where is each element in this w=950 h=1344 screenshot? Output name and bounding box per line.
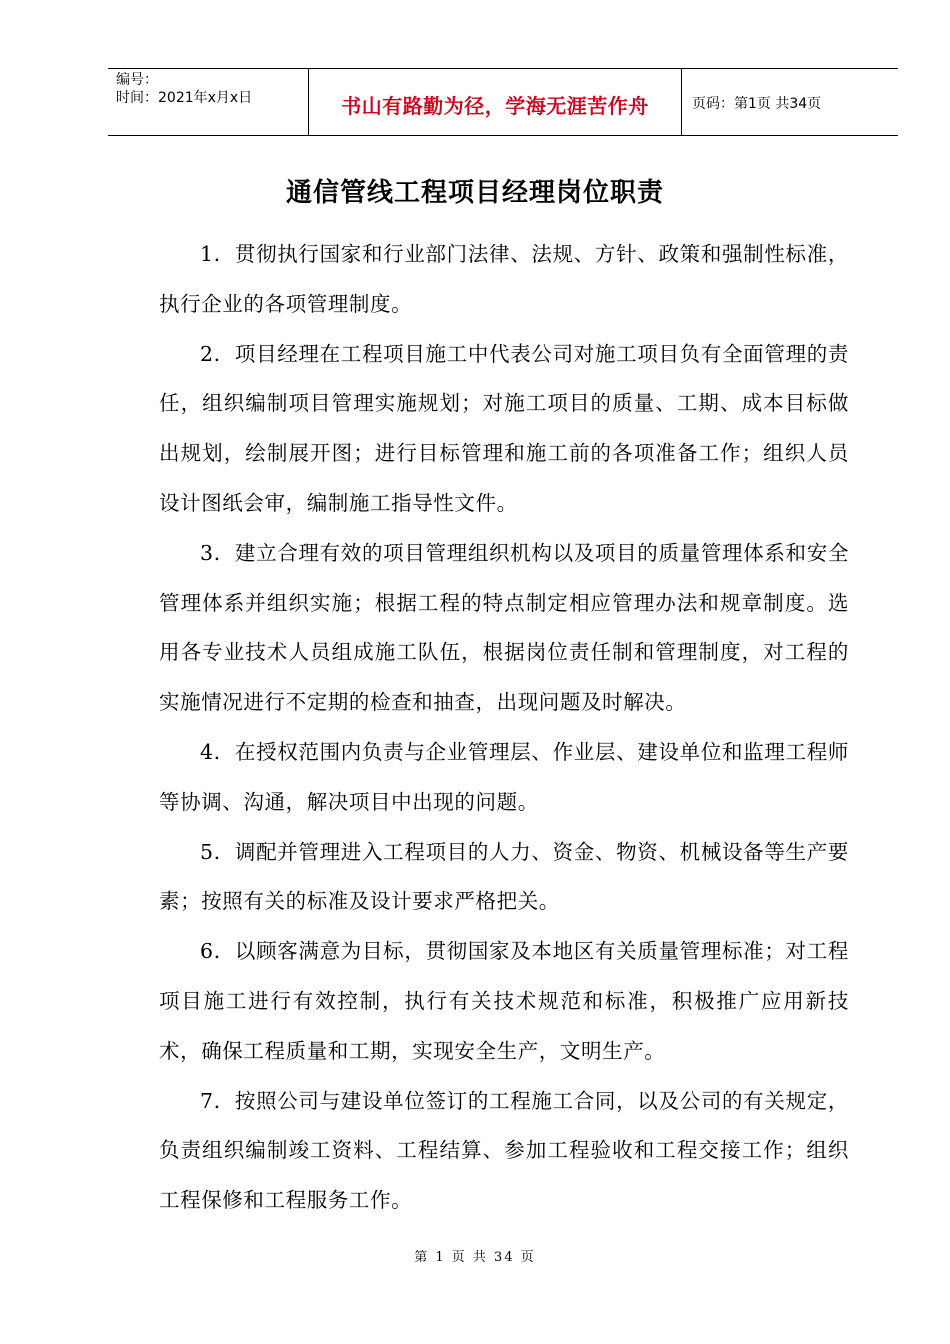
number-label: 编号：: [116, 72, 158, 88]
paragraph-3: 3．建立合理有效的项目管理组织机构以及项目的质量管理体系和安全管理体系并组织实施；根据工程的特点制定相应管理办法和规章制度。选用各专业技术人员组成施工队伍，根据岗位责任制和管理制度，对工程的实施情况进行不定期的检查和抽查，出现问题及时解决。: [159, 540, 849, 715]
paragraph-7: 7．按照公司与建设单位签订的工程施工合同，以及公司的有关规定，负责组织编制竣工资料、工程结算、参加工程验收和工程交接工作；组织工程保修和工程服务工作。: [159, 1088, 849, 1213]
paragraph-4: 4．在授权范围内负责与企业管理层、作业层、建设单位和监理工程师等协调、沟通，解决项目中出现的问题。: [159, 739, 849, 814]
motto-text: 书山有路勤为径，学海无涯苦作舟: [341, 93, 649, 118]
paragraph-1: 1．贯彻执行国家和行业部门法律、法规、方针、政策和强制性标准，执行企业的各项管理制度。: [159, 242, 849, 316]
document-body: [159, 230, 849, 1226]
date-label: 时间：2021年x月x日: [116, 90, 253, 106]
paragraph-5: 5．调配并管理进入工程项目的人力、资金、物资、机械设备等生产要素；按照有关的标准及设计要求严格把关。: [159, 839, 849, 914]
page-info-text: 页码：第1页 共34页: [692, 96, 822, 112]
document-title: 通信管线工程项目经理岗位职责: [285, 178, 664, 208]
motto-cell: [309, 69, 682, 135]
page-footer: 第 1 页 共 34 页: [414, 1250, 536, 1265]
paragraph-6: 6．以顾客满意为目标，贯彻国家及本地区有关质量管理标准；对工程项目施工进行有效控制，执行有关技术规范和标准，积极推广应用新技术，确保工程质量和工期，实现安全生产，文明生产。: [159, 939, 849, 1063]
paragraph-2: 2．项目经理在工程项目施工中代表公司对施工项目负有全面管理的责任，组织编制项目管理实施规划；对施工项目的质量、工期、成本目标做出规划，绘制展开图；进行目标管理和施工前的各项准备工作；组织人员设计图纸会审，编制施工指导性文件。: [159, 341, 849, 515]
header-meta-cell: [108, 69, 309, 135]
page-info-cell: [682, 69, 898, 135]
document-header: [108, 68, 898, 136]
